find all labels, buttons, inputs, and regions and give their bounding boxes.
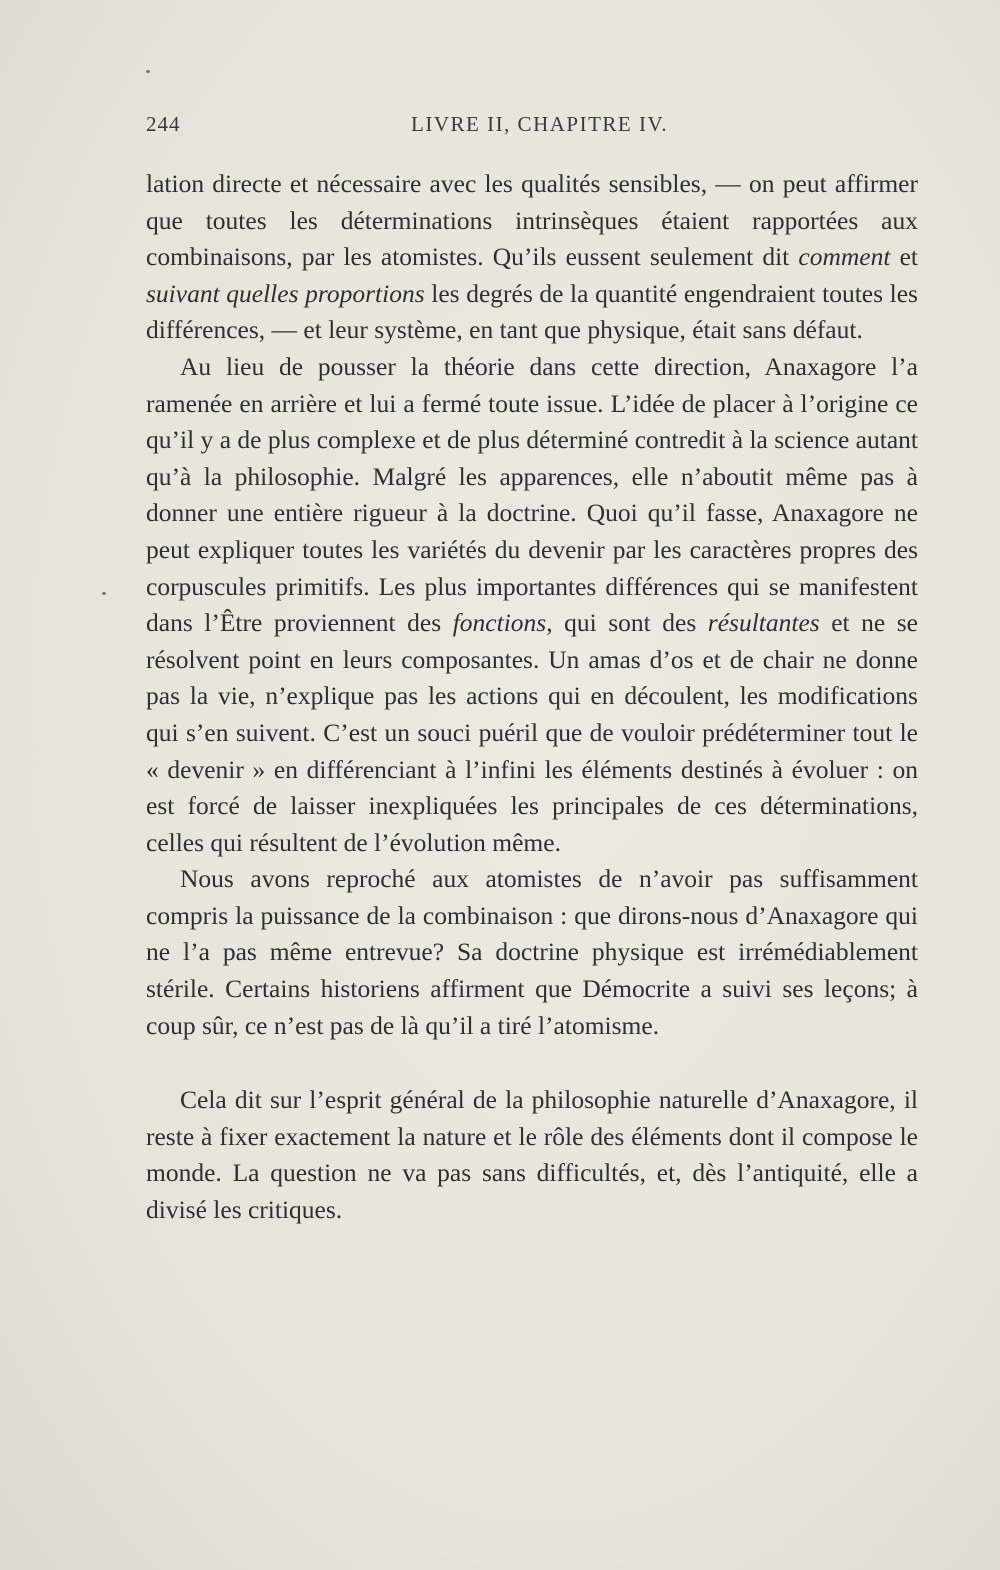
paragraph-3: Nous avons reproché aux atomistes de n’avoir pas suffisamment compris la puissance de la combinaison : que dirons-nous d’Anaxagore qui ne l’a pas même entrevue? Sa doctrine physique est irrémédiablement stérile. Certains historiens affirment que Démocrite a suivi ses leçons; à coup sûr, ce n’est pas de là qu’il a tiré l’atomisme. bbox=[146, 864, 918, 1040]
paragraph-1-text-b: et bbox=[890, 242, 918, 272]
paragraph-1 bbox=[146, 166, 918, 349]
paragraph-1-text-c: les degrés de la quantité engendraient toutes les différences, — et leur système, en tant que physique, était sans défaut. bbox=[146, 278, 918, 345]
chapter-heading: LIVRE II, CHAPITRE IV. bbox=[411, 112, 669, 136]
paragraph-2-text-a: Au lieu de pousser la théorie dans cette direction, Anaxagore l’a ramenée en arrière et lui a fermé toute issue. L’idée de placer à l’origine ce qu’il y a de plus complexe et de plus déterminé contredit à la science autant qu’à la philosophie. Malgré les apparences, elle n’aboutit même pas à donner une entière rigueur à la doctrine. Quoi qu’il fasse, Anaxagore ne peut expliquer toutes les variétés du devenir par les caractères propres des corpuscules primitifs. Les plus importantes différences qui se manifestent dans l’Être proviennent des bbox=[146, 351, 918, 638]
paragraph-1-text-a: lation directe et nécessaire avec les qualités sensibles, — on peut affirmer que toutes les déterminations intrinsèques étaient rapportées aux combinaisons, par les atomistes. Qu’ils eussent seulement dit bbox=[146, 169, 918, 272]
body-text bbox=[146, 166, 918, 1229]
ink-speck bbox=[146, 70, 150, 73]
italic-resultantes: résultantes bbox=[707, 608, 820, 638]
italic-comment: comment bbox=[798, 242, 891, 272]
paragraph-4: Cela dit sur l’esprit général de la philosophie naturelle d’Anaxagore, il reste à fixer exactement la nature et le rôle des éléments dont il compose le monde. La question ne va pas sans difficultés, et, dès l’antiquité, elle a divisé les critiques. bbox=[146, 1085, 918, 1225]
paragraph-2-text-c: et ne se résolvent point en leurs composantes. Un amas d’os et de chair ne donne pas la vie, n’explique pas les actions qui en découlent, les modifications qui s’en suivent. C’est un souci puéril que de vouloir prédéterminer tout le « devenir » en différenciant à l’infini les éléments destinés à évoluer : on est forcé de laisser inexpliquées les principales de ces déterminations, celles qui résultent de l’évolution même. bbox=[146, 608, 919, 857]
ink-speck bbox=[102, 592, 106, 595]
paragraph-2-text-b: , qui sont des bbox=[546, 608, 708, 638]
italic-fonctions: fonctions bbox=[452, 608, 547, 638]
italic-suivant-quelles-proportions: suivant quelles proportions bbox=[146, 278, 425, 308]
paragraph-2 bbox=[146, 349, 918, 861]
page-number: 244 bbox=[146, 112, 181, 136]
